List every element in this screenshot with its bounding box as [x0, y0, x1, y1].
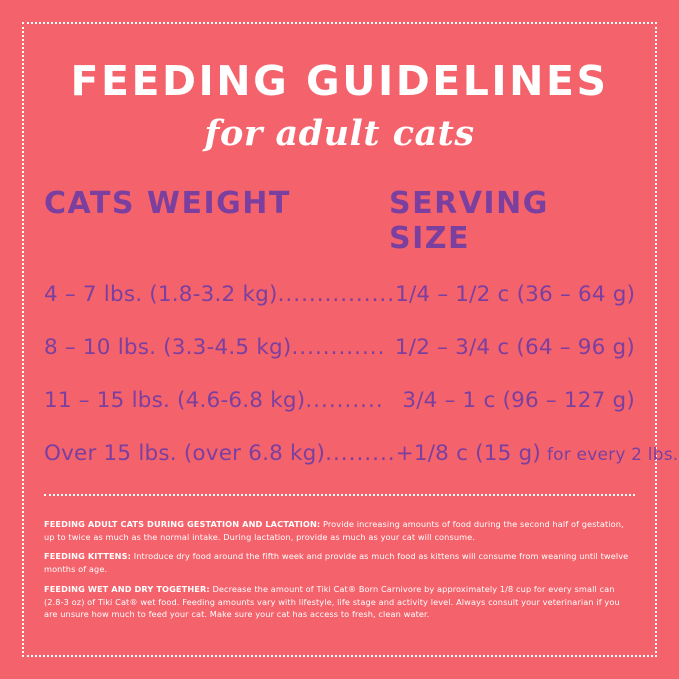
row-leader-dots: ..........	[305, 388, 384, 414]
footnotes	[44, 518, 635, 621]
footnote-gestation-text: Provide increasing amounts of food during the second half of gestation, up to twice as much as the normal intake. During lactation, provide as much as your cat will consume.	[44, 519, 624, 542]
footnote-kittens-label: FEEDING KITTENS:	[44, 551, 132, 562]
table-row	[44, 282, 635, 307]
row-serving: 1/2 – 3/4 c (64 – 96 g)	[394, 335, 635, 361]
page-title: FEEDING GUIDELINES	[70, 57, 609, 105]
footnote-kittens-text: Introduce dry food around the fifth week and provide as much food as kittens will consume from weaning until twelve months of age.	[44, 551, 629, 575]
dotted-divider	[44, 494, 635, 496]
row-weight: 8 – 10 lbs. (3.3-4.5 kg)	[44, 335, 292, 361]
row-weight: Over 15 lbs. (over 6.8 kg)	[44, 441, 326, 467]
row-leader-dots: .........	[325, 441, 396, 467]
footnote-kittens	[44, 550, 635, 575]
column-header-weight: CATS WEIGHT	[44, 186, 291, 222]
row-serving-suffix: for every 2 lbs.	[546, 445, 679, 466]
footnote-gestation-label: FEEDING ADULT CATS DURING GESTATION AND LACTATION:	[44, 519, 321, 530]
row-leader-dots: ...............	[277, 282, 396, 308]
page-subtitle: for adult cats	[204, 113, 475, 155]
footnote-wet-dry-text: Decrease the amount of Tiki Cat® Born Carnivore by approximately 1/8 cup for every small can (2.8-3 oz) of Tiki Cat® wet food. Feeding amounts vary with lifestyle, life stage and activity level. Always consult your veterinarian if you are unsure how much to feed your cat. Make sure your cat has access to fresh, clean water.	[44, 583, 620, 620]
footnote-gestation	[44, 518, 635, 543]
table-row	[44, 441, 679, 467]
footnote-wet-dry	[44, 583, 635, 621]
footnote-wet-dry-label: FEEDING WET AND DRY TOGETHER:	[44, 583, 210, 594]
feeding-table-body	[44, 282, 679, 467]
row-serving: 3/4 – 1 c (96 – 127 g)	[402, 388, 635, 414]
row-weight: 11 – 15 lbs. (4.6-6.8 kg)	[44, 388, 306, 414]
row-serving: +1/8 c (15 g)	[395, 441, 541, 467]
row-serving: 1/4 – 1/2 c (36 – 64 g)	[395, 282, 636, 308]
column-header-serving: SERVING SIZE	[389, 186, 549, 257]
row-leader-dots: ............	[291, 335, 386, 361]
table-row	[44, 388, 635, 413]
table-row	[44, 335, 635, 360]
panel-content	[44, 44, 679, 649]
row-weight: 4 – 7 lbs. (1.8-3.2 kg)	[44, 282, 278, 308]
table-header-row	[44, 186, 635, 256]
